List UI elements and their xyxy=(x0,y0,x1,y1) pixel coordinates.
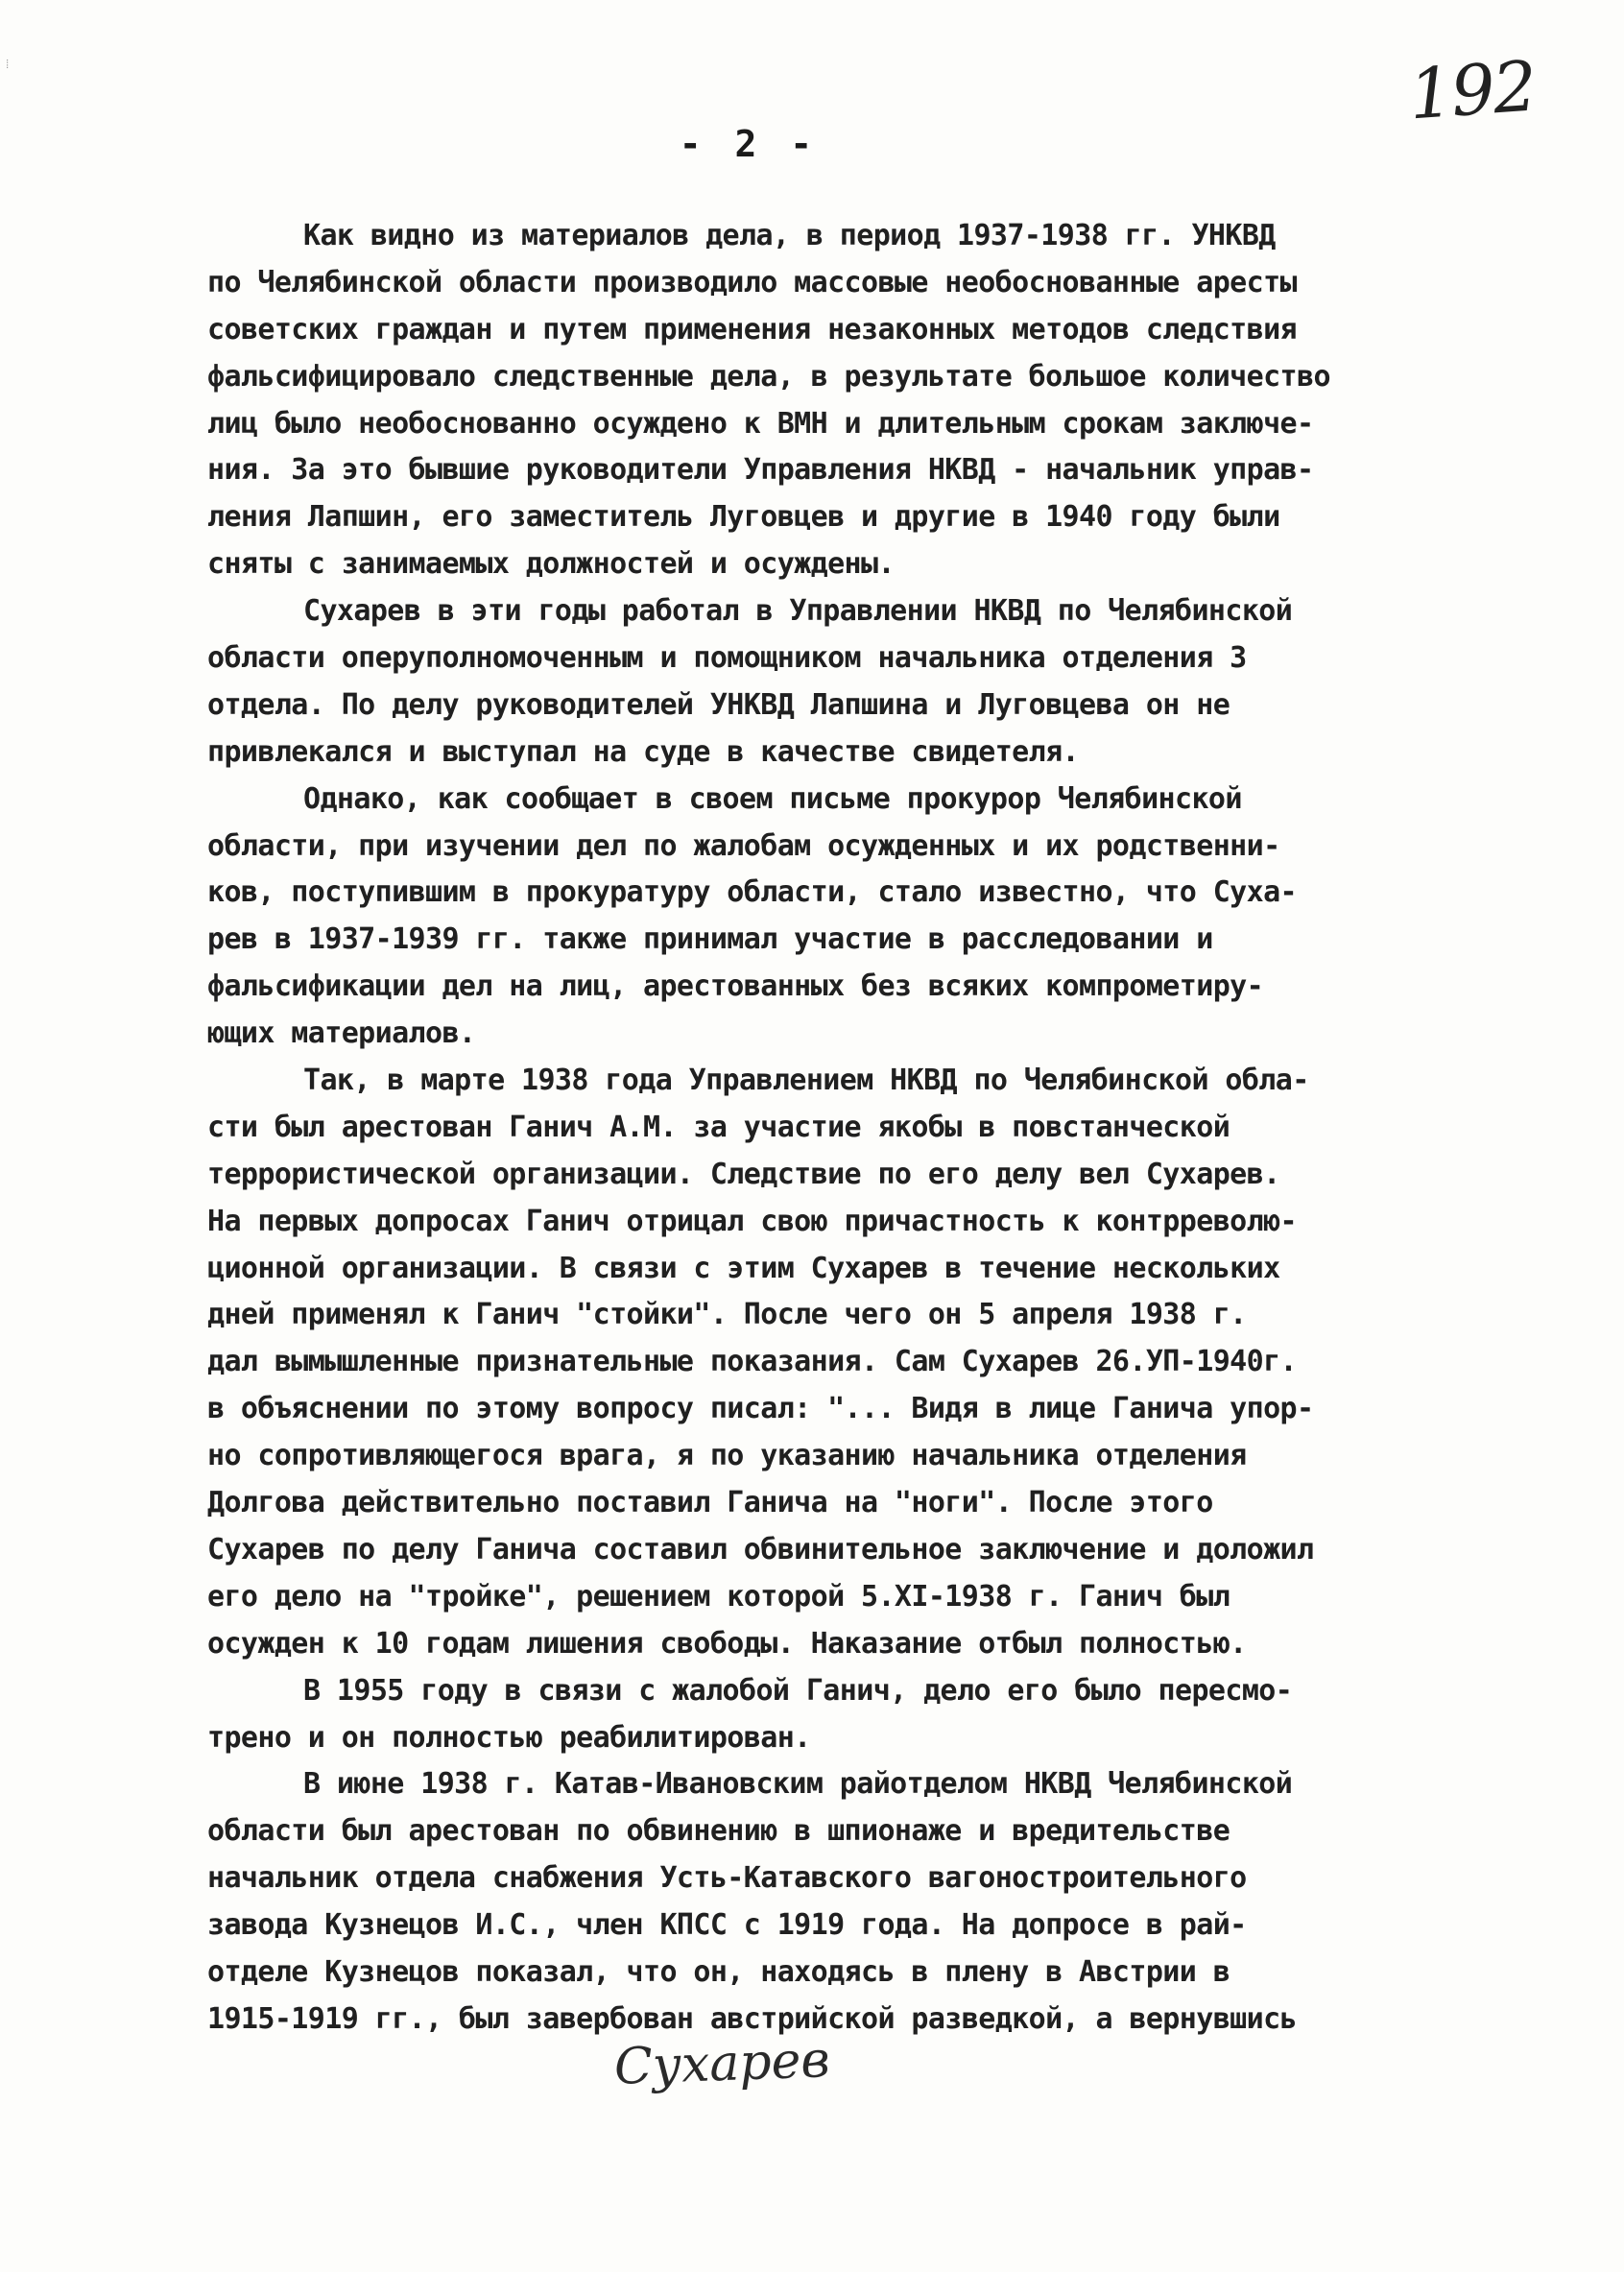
text-line: На первых допросах Ганич отрицал свою причастность к контрреволю- xyxy=(207,1204,1297,1238)
text-line: лиц было необоснованно осуждено к ВМН и длительным срокам заключе- xyxy=(207,406,1314,441)
text-line: области оперуполномоченным и помощником начальника отделения 3 xyxy=(207,641,1247,676)
text-line: Однако, как сообщает в своем письме прокурор Челябинской xyxy=(303,781,1242,816)
text-line: осужден к 10 годам лишения свободы. Наказание отбыл полностью. xyxy=(207,1626,1247,1661)
text-line: советских граждан и путем применения незаконных методов следствия xyxy=(207,312,1297,347)
text-line: Как видно из материалов дела, в период 1937-1938 гг. УНКВД xyxy=(303,219,1276,252)
text-line: В 1955 году в связи с жалобой Ганич, дело его было пересмо- xyxy=(303,1673,1293,1708)
text-line: ния. За это бывшие руководители Управления НКВД - начальник управ- xyxy=(207,453,1314,488)
text-line: ков, поступившим в прокуратуру области, стало известно, что Суха- xyxy=(207,875,1297,910)
text-line: по Челябинской области производило массовые необоснованные аресты xyxy=(207,265,1297,299)
text-line: В июне 1938 г. Катав-Ивановским райотделом НКВД Челябинской xyxy=(303,1767,1293,1802)
document-body xyxy=(207,213,1532,2044)
text-line: привлекался и выступал на суде в качестве свидетеля. xyxy=(207,734,1079,769)
text-line: Долгова действительно поставил Ганича на "ноги". После этого xyxy=(207,1486,1213,1520)
text-line: дней применял к Ганич "стойки". После чего он 5 апреля 1938 г. xyxy=(207,1298,1247,1332)
text-line: завода Кузнецов И.С., член КПСС с 1919 года. На допросе в рай- xyxy=(207,1908,1247,1943)
text-line: отделе Кузнецов показал, что он, находясь в плену в Австрии в xyxy=(207,1954,1230,1989)
text-line: фальсифицировало следственные дела, в результате большое количество xyxy=(207,359,1330,394)
text-line: дал вымышленные признательные показания. Сам Сухарев 26.УП-1940г. xyxy=(207,1345,1297,1379)
archive-folio-number: 192 xyxy=(1406,45,1539,135)
page-number: - 2 - xyxy=(679,123,819,165)
text-line: отдела. По делу руководителей УНКВД Лапшина и Луговцева он не xyxy=(207,687,1230,722)
text-line: но сопротивляющегося врага, я по указанию начальника отделения xyxy=(207,1439,1247,1473)
handwritten-signature: Сухарев xyxy=(613,2031,831,2096)
text-line: его дело на "тройке", решением которой 5.XI-1938 г. Ганич был xyxy=(207,1579,1230,1614)
text-line: в объяснении по этому вопросу писал: "... Видя в лице Ганича упор- xyxy=(207,1392,1314,1426)
text-line: ционной организации. В связи с этим Сухарев в течение нескольких xyxy=(207,1251,1280,1285)
text-line: ления Лапшин, его заместитель Луговцев и другие в 1940 году были xyxy=(207,500,1280,535)
text-line: области был арестован по обвинению в шпионаже и вредительстве xyxy=(207,1814,1230,1849)
edge-scan-marks: ⁞ xyxy=(4,58,12,71)
text-line: Так, в марте 1938 года Управлением НКВД по Челябинской обла- xyxy=(303,1064,1309,1098)
text-line: Сухарев по делу Ганича составил обвинительное заключение и доложил xyxy=(207,1532,1314,1566)
text-line: начальник отдела снабжения Усть-Катавского вагоностроительного xyxy=(207,1861,1247,1896)
text-line: фальсификации дел на лиц, арестованных без всяких компрометиру- xyxy=(207,969,1264,1004)
text-line: сти был арестован Ганич А.М. за участие якобы в повстанческой xyxy=(207,1110,1230,1144)
text-line: рев в 1937-1939 гг. также принимал участие в расследовании и xyxy=(207,922,1213,957)
text-line: трено и он полностью реабилитирован. xyxy=(207,1720,811,1755)
text-line: террористической организации. Следствие по его делу вел Сухарев. xyxy=(207,1157,1280,1191)
text-line: 1915-1919 гг., был завербован австрийской разведкой, а вернувшись xyxy=(207,2001,1297,2036)
text-line: сняты с занимаемых должностей и осуждены. xyxy=(207,547,895,582)
text-line: ющих материалов. xyxy=(207,1016,476,1051)
text-line: области, при изучении дел по жалобам осужденных и их родственни- xyxy=(207,828,1280,863)
text-line: Сухарев в эти годы работал в Управлении НКВД по Челябинской xyxy=(303,594,1293,629)
